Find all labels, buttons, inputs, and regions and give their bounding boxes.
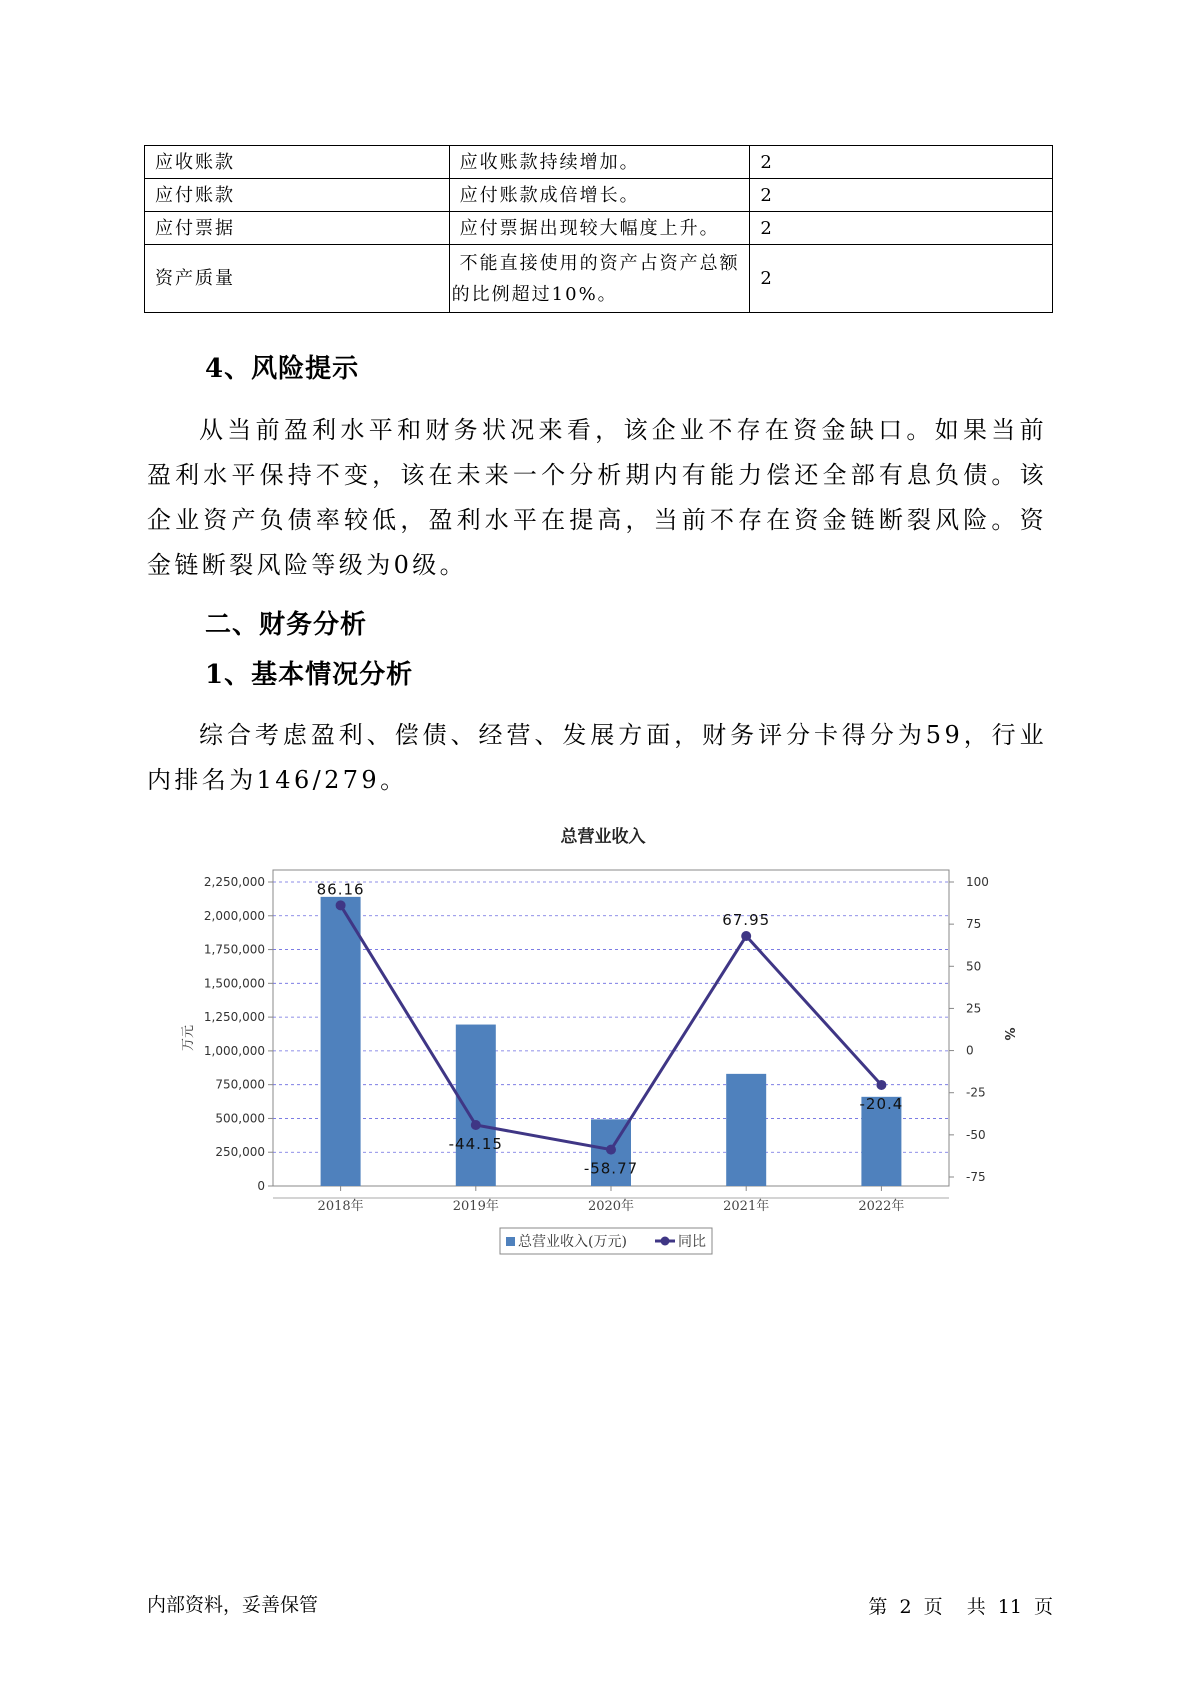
finance-paragraph: 综合考虑盈利、偿债、经营、发展方面，财务评分卡得分为59，行业内排名为146/279。 — [147, 721, 1047, 794]
data-label: -58.77 — [583, 1159, 639, 1178]
table-cell-description: 不能直接使用的资产占资产总额的比例超过10%。 — [449, 245, 750, 313]
y-right-tick-label: 25 — [966, 1001, 982, 1016]
x-tick-label: 2018年 — [317, 1199, 364, 1214]
x-tick-label: 2019年 — [452, 1199, 499, 1214]
table-cell-score: 2 — [750, 179, 1053, 212]
line-point — [876, 1080, 886, 1090]
risk-indicator-table — [144, 145, 1053, 313]
footer-confidential-note: 内部资料，妥善保管 — [147, 1594, 319, 1616]
chart-title: 总营业收入 — [560, 827, 646, 847]
y-right-tick-label: 50 — [966, 959, 982, 974]
x-tick-label: 2022年 — [858, 1199, 905, 1214]
table-row — [145, 179, 1053, 212]
bar — [321, 897, 361, 1186]
table-cell-item: 应付账款 — [145, 179, 450, 212]
y-axis-label: 万元 — [181, 1024, 196, 1052]
revenue-chart — [170, 825, 1030, 1285]
y-tick-label: 1,000,000 — [203, 1043, 265, 1058]
line-point — [741, 931, 751, 941]
page-total-prefix: 共 — [966, 1596, 986, 1618]
page-label-mid: 页 — [923, 1596, 943, 1618]
table-cell-score: 2 — [750, 212, 1053, 245]
footer-page-number — [868, 1592, 1053, 1619]
y-tick-label: 0 — [257, 1179, 265, 1193]
y-right-tick-label: -50 — [966, 1127, 986, 1142]
table-cell-item: 应收账款 — [145, 146, 450, 179]
table-row — [145, 245, 1053, 313]
line-point — [336, 900, 346, 910]
page-current: 2 — [899, 1596, 912, 1618]
page-total: 11 — [997, 1596, 1022, 1618]
y-right-tick-label: -25 — [966, 1085, 986, 1100]
x-tick-label: 2021年 — [723, 1199, 770, 1214]
bar — [456, 1025, 496, 1186]
table-cell-item: 应付票据 — [145, 212, 450, 245]
revenue-chart-svg — [170, 825, 1030, 1285]
page-label-suffix: 页 — [1033, 1596, 1053, 1618]
data-label: 86.16 — [316, 880, 365, 899]
y-tick-label: 1,250,000 — [203, 1010, 265, 1025]
table-cell-description: 应收账款持续增加。 — [449, 146, 750, 179]
data-label: 67.95 — [722, 911, 771, 930]
section-heading-risk: 4、风险提示 — [205, 354, 360, 384]
table-cell-score: 2 — [750, 245, 1053, 313]
table-cell-score: 2 — [750, 146, 1053, 179]
subsection-heading-basic: 1、基本情况分析 — [205, 660, 414, 690]
y-right-tick-label: -75 — [966, 1170, 986, 1184]
y-tick-label: 2,000,000 — [203, 908, 265, 923]
line-point — [471, 1120, 481, 1130]
y-tick-label: 1,500,000 — [203, 976, 265, 991]
legend-label-bar: 总营业收入(万元) — [518, 1234, 627, 1250]
y-right-tick-label: 100 — [966, 875, 989, 889]
y-right-tick-label: 0 — [966, 1043, 974, 1058]
table-cell-description: 应付账款成倍增长。 — [449, 179, 750, 212]
y-right-tick-label: 75 — [966, 917, 982, 932]
y-tick-label: 2,250,000 — [203, 875, 265, 889]
data-label: -20.4 — [859, 1094, 904, 1113]
section-heading-finance: 二、财务分析 — [205, 610, 368, 640]
legend-label-line: 同比 — [678, 1234, 706, 1250]
y-tick-label: 250,000 — [215, 1145, 265, 1160]
y-tick-label: 1,750,000 — [203, 942, 265, 957]
table-row — [145, 146, 1053, 179]
table-cell-item: 资产质量 — [145, 245, 450, 313]
page-label-prefix: 第 — [868, 1596, 888, 1618]
data-label: -44.15 — [448, 1134, 503, 1153]
table-cell-description: 应付票据出现较大幅度上升。 — [449, 212, 750, 245]
legend-swatch-bar — [506, 1237, 515, 1246]
legend-swatch-marker — [661, 1237, 670, 1246]
y-tick-label: 750,000 — [215, 1077, 265, 1092]
y-tick-label: 500,000 — [215, 1111, 265, 1126]
y-right-axis-label: % — [1001, 1027, 1016, 1041]
risk-paragraph: 从当前盈利水平和财务状况来看，该企业不存在资金缺口。如果当前盈利水平保持不变，该在未来一个分析期内有能力偿还全部有息负债。该企业资产负债率较低，盈利水平在提高，当前不存在资金链断裂风险。资金链断裂风险等级为0级。 — [147, 416, 1047, 579]
x-tick-label: 2020年 — [587, 1199, 635, 1214]
table-row — [145, 212, 1053, 245]
line-point — [606, 1145, 616, 1155]
bar — [726, 1074, 766, 1186]
